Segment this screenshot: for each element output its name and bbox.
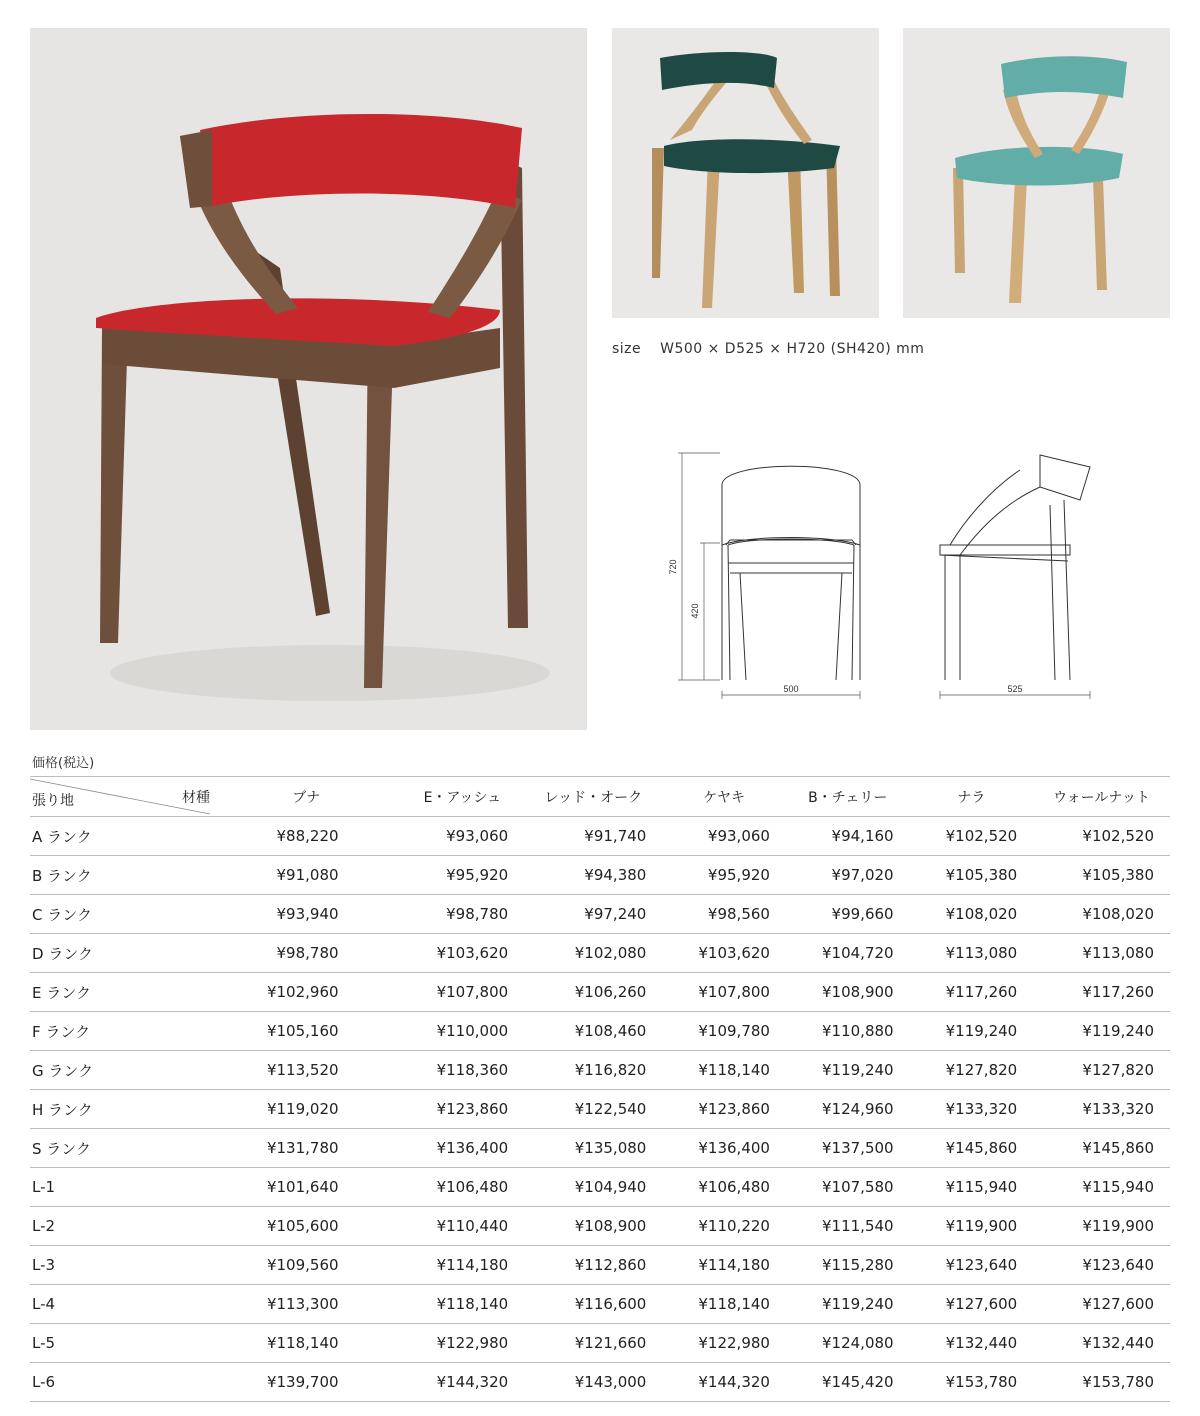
price-cell: ¥99,660 <box>831 905 894 923</box>
price-cell: ¥110,880 <box>822 1022 894 1040</box>
price-cell: ¥123,640 <box>1082 1256 1154 1274</box>
table-row <box>30 817 1170 856</box>
price-cell: ¥153,780 <box>1082 1373 1154 1391</box>
price-cell: ¥91,080 <box>276 866 339 884</box>
table-row <box>30 1246 1170 1285</box>
price-cell: ¥106,260 <box>574 983 647 1001</box>
table-row <box>30 1324 1170 1363</box>
price-cell: ¥102,960 <box>266 983 339 1001</box>
table-row <box>30 1363 1170 1402</box>
rank-label: C ランク <box>32 905 92 924</box>
col-header-label: 材種 <box>182 790 210 806</box>
price-cell: ¥104,720 <box>822 944 894 962</box>
price-cell: ¥118,140 <box>436 1295 509 1313</box>
price-cell: ¥114,180 <box>436 1256 509 1274</box>
price-cell: ¥116,600 <box>574 1295 647 1313</box>
col-header: ケヤキ <box>703 789 745 806</box>
rank-label: L-1 <box>32 1178 56 1196</box>
price-cell: ¥115,940 <box>945 1178 1018 1196</box>
price-cell: ¥137,500 <box>822 1139 894 1157</box>
price-cell: ¥110,440 <box>436 1217 509 1235</box>
price-cell: ¥106,480 <box>436 1178 509 1196</box>
price-cell: ¥119,900 <box>1082 1217 1154 1235</box>
table-row <box>30 1129 1170 1168</box>
price-cell: ¥153,780 <box>945 1373 1018 1391</box>
price-cell: ¥119,240 <box>822 1295 894 1313</box>
dim-width: 500 <box>783 684 799 694</box>
price-cell: ¥108,900 <box>822 983 894 1001</box>
price-cell: ¥102,520 <box>1082 827 1154 845</box>
price-cell: ¥123,860 <box>436 1100 509 1118</box>
price-cell: ¥135,080 <box>574 1139 647 1157</box>
dimension-drawing <box>660 445 1100 700</box>
price-cell: ¥119,240 <box>822 1061 894 1079</box>
rank-label: S ランク <box>32 1139 91 1158</box>
dim-depth: 525 <box>1007 684 1023 694</box>
price-cell: ¥113,520 <box>266 1061 339 1079</box>
rank-label: F ランク <box>32 1022 91 1041</box>
price-cell: ¥114,180 <box>698 1256 770 1274</box>
price-cell: ¥122,980 <box>698 1334 770 1352</box>
price-cell: ¥123,640 <box>945 1256 1018 1274</box>
price-cell: ¥102,520 <box>945 827 1018 845</box>
price-cell: ¥105,380 <box>1082 866 1154 884</box>
col-header: E・アッシュ <box>423 789 502 806</box>
price-cell: ¥136,400 <box>698 1139 770 1157</box>
price-cell: ¥106,480 <box>698 1178 770 1196</box>
price-cell: ¥113,080 <box>945 944 1018 962</box>
price-cell: ¥132,440 <box>945 1334 1018 1352</box>
price-cell: ¥124,960 <box>822 1100 894 1118</box>
price-cell: ¥108,460 <box>574 1022 647 1040</box>
price-cell: ¥143,000 <box>574 1373 647 1391</box>
chair-green-image <box>612 28 879 318</box>
price-cell: ¥122,980 <box>436 1334 509 1352</box>
price-cell: ¥101,640 <box>266 1178 339 1196</box>
price-cell: ¥119,900 <box>945 1217 1018 1235</box>
price-cell: ¥109,780 <box>698 1022 770 1040</box>
price-cell: ¥145,420 <box>822 1373 894 1391</box>
rank-label: L-5 <box>32 1334 56 1352</box>
price-table <box>30 776 1170 1402</box>
rank-label: L-6 <box>32 1373 56 1391</box>
col-header: ブナ <box>292 789 321 806</box>
price-cell: ¥145,860 <box>1082 1139 1154 1157</box>
price-cell: ¥109,560 <box>266 1256 339 1274</box>
table-row <box>30 1012 1170 1051</box>
col-header: ナラ <box>957 789 986 806</box>
price-cell: ¥98,780 <box>446 905 509 923</box>
price-cell: ¥121,660 <box>574 1334 647 1352</box>
price-cell: ¥117,260 <box>1082 983 1154 1001</box>
price-cell: ¥118,140 <box>266 1334 339 1352</box>
price-cell: ¥110,220 <box>698 1217 770 1235</box>
price-cell: ¥144,320 <box>698 1373 770 1391</box>
price-cell: ¥102,080 <box>574 944 647 962</box>
price-cell: ¥132,440 <box>1082 1334 1154 1352</box>
price-cell: ¥98,560 <box>707 905 770 923</box>
rank-label: G ランク <box>32 1061 94 1080</box>
price-cell: ¥98,780 <box>276 944 339 962</box>
price-cell: ¥107,800 <box>436 983 509 1001</box>
chair-red-image <box>30 28 587 730</box>
price-cell: ¥94,160 <box>831 827 894 845</box>
table-row <box>30 1168 1170 1207</box>
size-spec <box>612 341 924 357</box>
price-cell: ¥108,900 <box>574 1217 647 1235</box>
price-cell: ¥127,820 <box>945 1061 1018 1079</box>
price-caption: 価格(税込) <box>32 756 95 771</box>
table-row <box>30 1051 1170 1090</box>
table-row <box>30 1207 1170 1246</box>
price-cell: ¥118,140 <box>698 1061 770 1079</box>
rank-label: A ランク <box>32 827 92 846</box>
dim-height-seat: 420 <box>690 603 700 619</box>
price-cell: ¥118,360 <box>436 1061 509 1079</box>
price-cell: ¥145,860 <box>945 1139 1018 1157</box>
price-cell: ¥93,060 <box>707 827 770 845</box>
price-cell: ¥133,320 <box>1082 1100 1154 1118</box>
table-row <box>30 1285 1170 1324</box>
price-cell: ¥108,020 <box>1082 905 1154 923</box>
price-cell: ¥118,140 <box>698 1295 770 1313</box>
price-cell: ¥127,600 <box>945 1295 1018 1313</box>
main-chair-photo <box>30 28 587 730</box>
price-cell: ¥116,820 <box>574 1061 647 1079</box>
col-header: ウォールナット <box>1053 789 1151 806</box>
green-chair-photo <box>612 28 879 318</box>
rank-label: L-3 <box>32 1256 56 1274</box>
price-cell: ¥105,160 <box>266 1022 339 1040</box>
price-cell: ¥97,020 <box>831 866 894 884</box>
price-cell: ¥127,600 <box>1082 1295 1154 1313</box>
chair-blue-image <box>903 28 1170 318</box>
price-header-row <box>30 777 1170 817</box>
rank-label: E ランク <box>32 983 91 1002</box>
price-cell: ¥117,260 <box>945 983 1018 1001</box>
price-cell: ¥97,240 <box>584 905 647 923</box>
table-row <box>30 934 1170 973</box>
col-header: B・チェリー <box>808 789 888 806</box>
price-cell: ¥113,300 <box>266 1295 339 1313</box>
price-cell: ¥94,380 <box>584 866 647 884</box>
price-cell: ¥108,020 <box>945 905 1018 923</box>
rank-label: B ランク <box>32 866 92 885</box>
rank-label: H ランク <box>32 1100 93 1119</box>
size-value: W500 × D525 × H720 (SH420) mm <box>660 341 925 357</box>
price-cell: ¥105,380 <box>945 866 1018 884</box>
price-cell: ¥88,220 <box>276 827 339 845</box>
corner-header <box>30 777 212 817</box>
rank-label: L-4 <box>32 1295 56 1313</box>
price-cell: ¥95,920 <box>707 866 770 884</box>
price-cell: ¥107,800 <box>698 983 770 1001</box>
price-cell: ¥93,940 <box>276 905 339 923</box>
rank-label: D ランク <box>32 944 94 963</box>
price-cell: ¥91,740 <box>584 827 647 845</box>
table-row <box>30 895 1170 934</box>
table-row <box>30 973 1170 1012</box>
price-cell: ¥119,020 <box>266 1100 339 1118</box>
price-cell: ¥124,080 <box>822 1334 894 1352</box>
price-cell: ¥115,940 <box>1082 1178 1154 1196</box>
price-cell: ¥139,700 <box>266 1373 339 1391</box>
price-cell: ¥123,860 <box>698 1100 770 1118</box>
price-body <box>30 817 1170 1402</box>
price-cell: ¥112,860 <box>574 1256 647 1274</box>
table-row <box>30 856 1170 895</box>
price-cell: ¥115,280 <box>822 1256 894 1274</box>
price-cell: ¥103,620 <box>698 944 770 962</box>
price-cell: ¥136,400 <box>436 1139 509 1157</box>
dim-height-total: 720 <box>668 559 678 575</box>
price-cell: ¥113,080 <box>1082 944 1154 962</box>
price-cell: ¥105,600 <box>266 1217 339 1235</box>
blue-chair-photo <box>903 28 1170 318</box>
price-cell: ¥110,000 <box>436 1022 509 1040</box>
price-cell: ¥144,320 <box>436 1373 509 1391</box>
rank-label: L-2 <box>32 1217 56 1235</box>
price-cell: ¥93,060 <box>446 827 509 845</box>
price-cell: ¥111,540 <box>822 1217 894 1235</box>
table-row <box>30 1090 1170 1129</box>
col-header: レッド・オーク <box>544 789 643 806</box>
price-cell: ¥104,940 <box>574 1178 647 1196</box>
price-cell: ¥95,920 <box>446 866 509 884</box>
price-cell: ¥122,540 <box>574 1100 647 1118</box>
price-cell: ¥119,240 <box>1082 1022 1154 1040</box>
price-cell: ¥107,580 <box>822 1178 894 1196</box>
price-cell: ¥103,620 <box>436 944 509 962</box>
price-cell: ¥127,820 <box>1082 1061 1154 1079</box>
size-label: size <box>612 341 642 357</box>
price-cell: ¥119,240 <box>945 1022 1018 1040</box>
price-cell: ¥133,320 <box>945 1100 1018 1118</box>
price-cell: ¥131,780 <box>266 1139 339 1157</box>
row-header-label: 張り地 <box>32 793 74 809</box>
